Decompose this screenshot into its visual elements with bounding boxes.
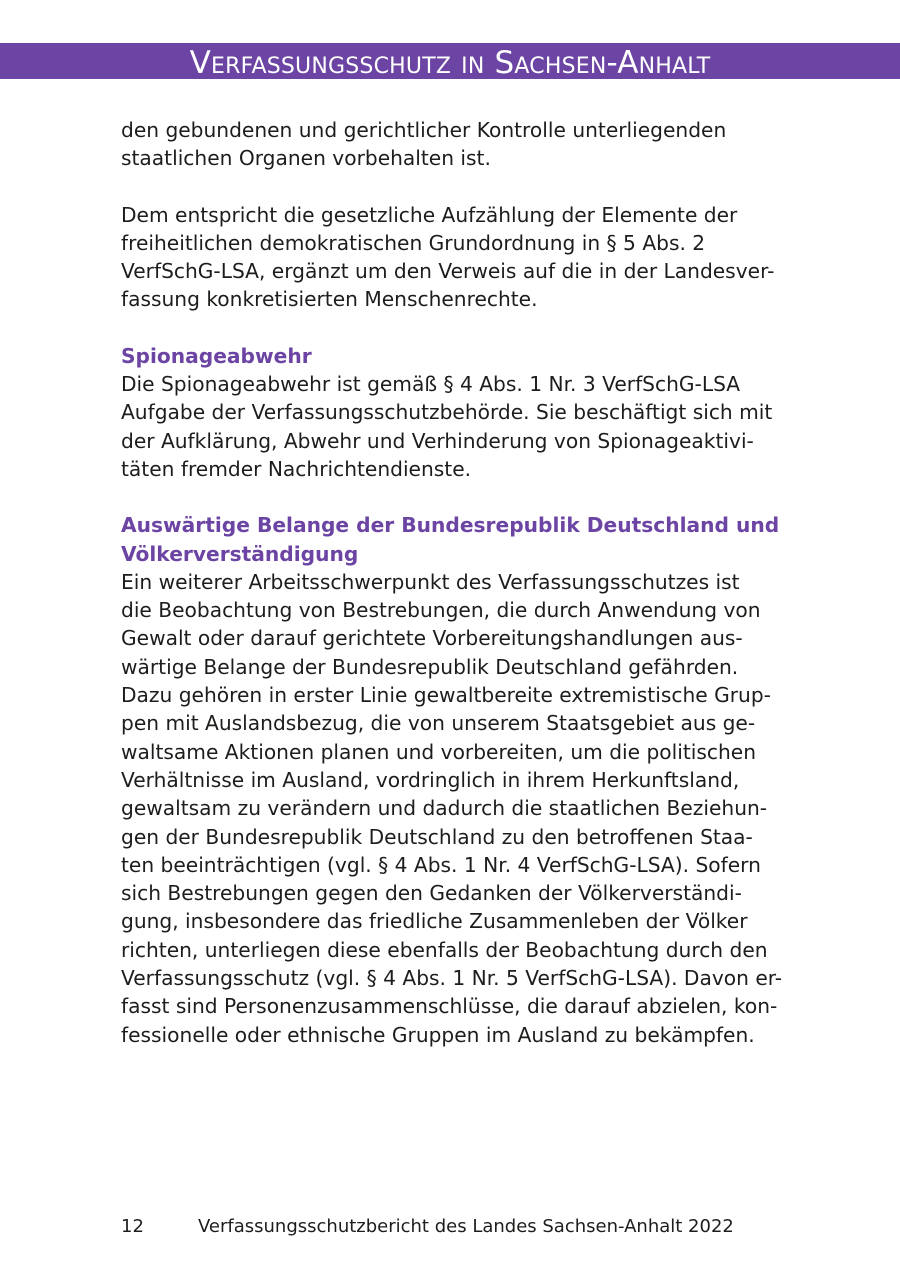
text-line: wärtige Belange der Bundesrepublik Deutschland gefährden. [121,654,739,679]
page-number: 12 [121,1216,144,1237]
text-line: ten beeinträchtigen (vgl. § 4 Abs. 1 Nr. 4 VerfSchG-LSA). Sofern [121,852,761,877]
paragraph-gap [121,173,781,201]
text-line: der Aufklärung, Abwehr und Verhinderung von Spionageaktivi- [121,428,754,453]
text-line: waltsame Aktionen planen und vorbereiten, um die politischen [121,739,756,764]
text-line: fessionelle oder ethnische Gruppen im Ausland zu bekämpfen. [121,1022,755,1047]
heading-line: Spionageabwehr [121,343,312,368]
text-line: VerfSchG-LSA, ergänzt um den Verweis auf die in der Landesver- [121,259,775,284]
page-header-title: Verfassungsschutz in Sachsen-Anhalt [189,45,711,81]
text-line: pen mit Auslandsbezug, die von unserem Staatsgebiet aus ge- [121,711,756,736]
text-line: fassung konkretisierten Menschenrechte. [121,287,538,312]
belange-paragraph [121,568,781,1049]
publication-title: Verfassungsschutzbericht des Landes Sachsen-Anhalt 2022 [198,1216,734,1237]
section-heading-auswaertige-belange [121,511,781,568]
paragraph-gap [121,314,781,342]
text-line: gen der Bundesrepublik Deutschland zu den betroffenen Staa- [121,824,753,849]
spionage-paragraph [121,370,781,483]
page-footer [121,1214,734,1240]
fdgo-paragraph [121,201,781,314]
intro-paragraph [121,116,781,173]
text-line: Ein weiterer Arbeitsschwerpunkt des Verfassungsschutzes ist [121,569,740,594]
heading-line: Auswärtige Belange der Bundesrepublik Deutschland und [121,513,780,538]
text-line: Gewalt oder darauf gerichtete Vorbereitungshandlungen aus- [121,626,743,651]
section-heading-spionageabwehr [121,342,781,370]
text-line: die Beobachtung von Bestrebungen, die durch Anwendung von [121,598,761,623]
paragraph-gap [121,483,781,511]
text-line: Dazu gehören in erster Linie gewaltbereite extremistische Grup- [121,683,771,708]
text-line: sich Bestrebungen gegen den Gedanken der Völkerverständi- [121,881,742,906]
heading-line: Völkerverständigung [121,541,359,566]
page-content [121,116,781,1049]
text-line: Verfassungsschutz (vgl. § 4 Abs. 1 Nr. 5 VerfSchG-LSA). Davon er- [121,966,783,991]
text-line: fasst sind Personenzusammenschlüsse, die darauf abzielen, kon- [121,994,778,1019]
text-line: gewaltsam zu verändern und dadurch die staatlichen Beziehun- [121,796,768,821]
text-line: Die Spionageabwehr ist gemäß § 4 Abs. 1 Nr. 3 VerfSchG-LSA [121,372,741,397]
text-line: gung, insbesondere das friedliche Zusammenleben der Völker [121,909,748,934]
text-line: Verhältnisse im Ausland, vordringlich in ihrem Herkunftsland, [121,767,740,792]
text-line: den gebundenen und gerichtlicher Kontrolle unterliegenden [121,118,727,142]
text-line: staatlichen Organen vorbehalten ist. [121,146,491,171]
text-line: täten fremder Nachrichtendienste. [121,456,472,481]
text-line: Dem entspricht die gesetzliche Aufzählung der Elemente der [121,202,738,227]
text-line: Aufgabe der Verfassungsschutzbehörde. Sie beschäftigt sich mit [121,400,773,425]
header-band [0,43,900,79]
text-line: richten, unterliegen diese ebenfalls der Beobachtung durch den [121,937,768,962]
text-line: freiheitlichen demokratischen Grundordnung in § 5 Abs. 2 [121,230,706,255]
